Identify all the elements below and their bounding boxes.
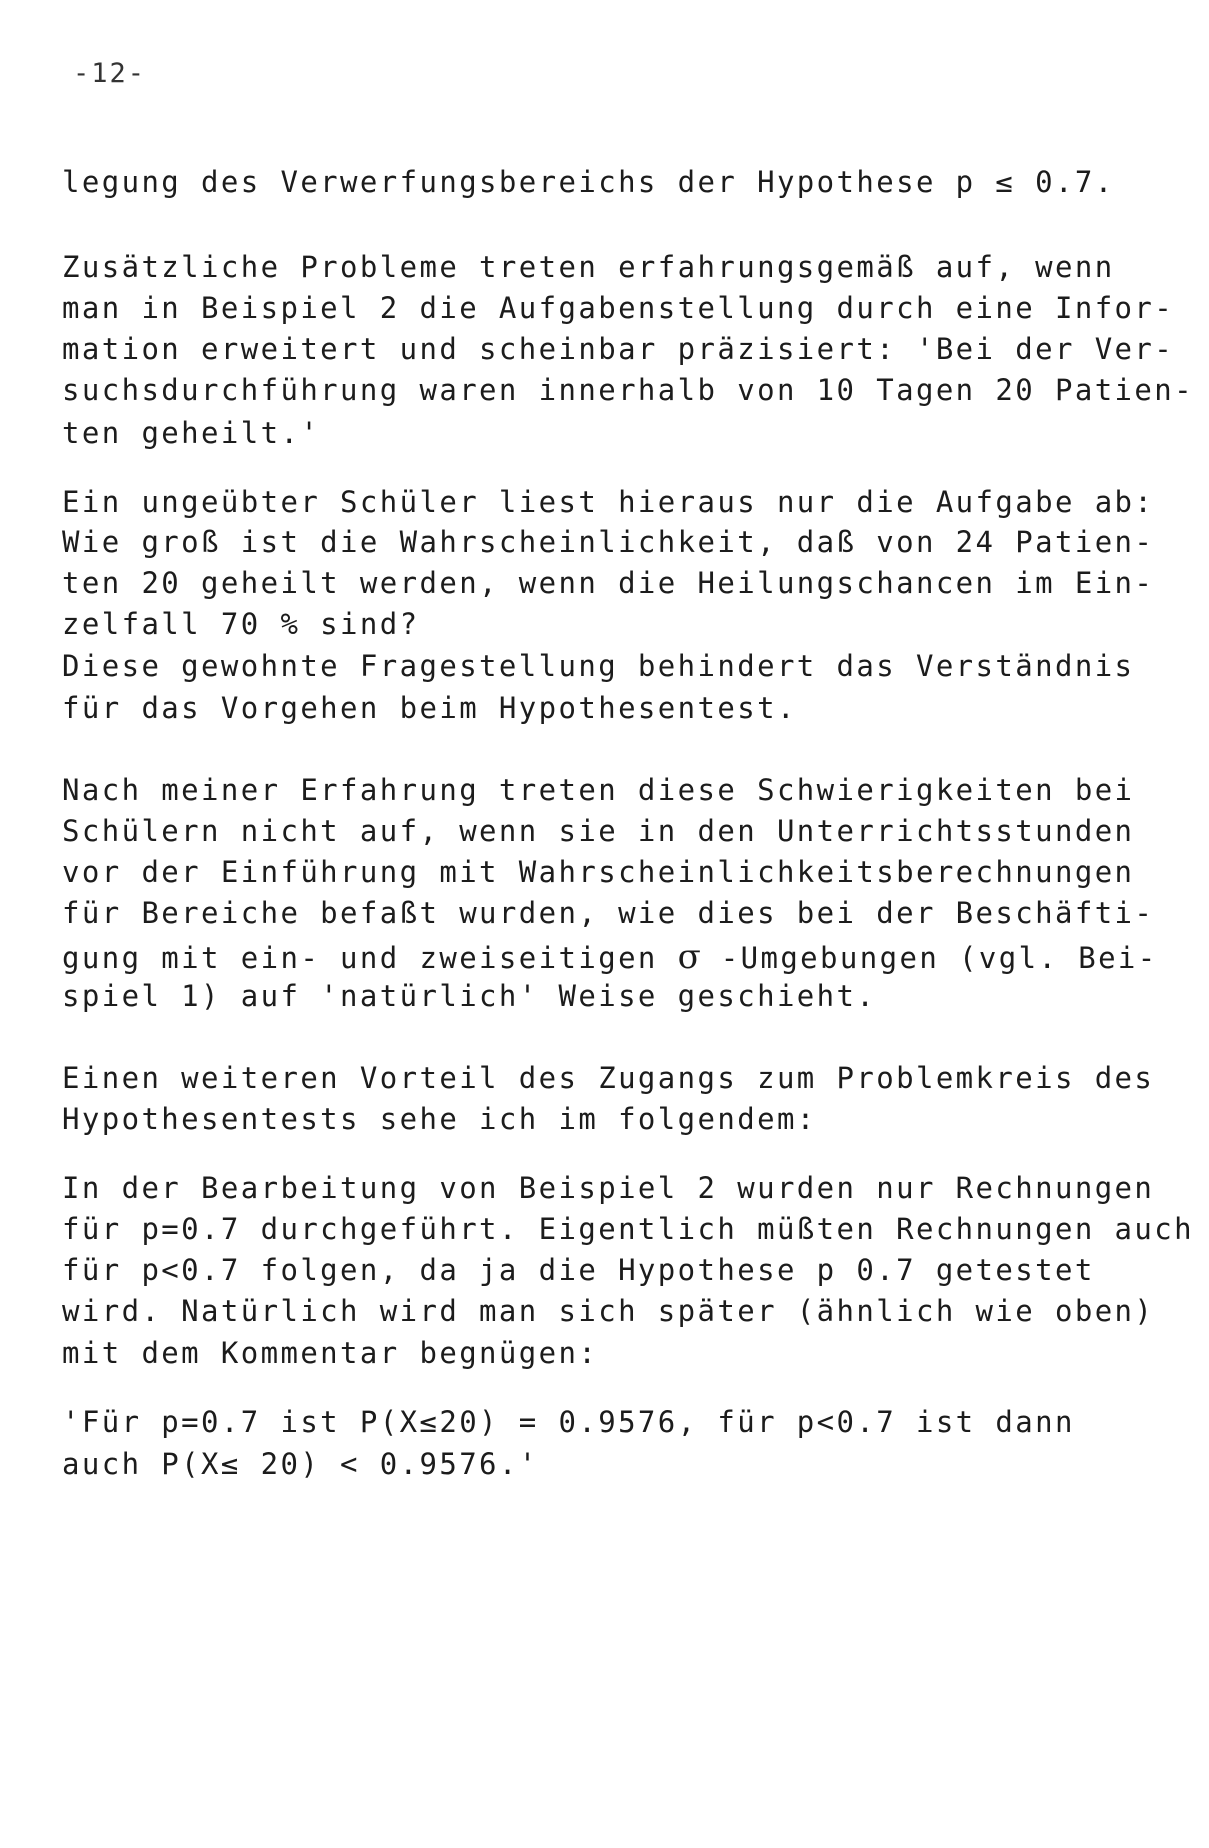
text-line: Einen weiteren Vorteil des Zugangs zum Problemkreis des — [62, 1061, 1155, 1095]
text-line: vor der Einführung mit Wahrscheinlichkeitsberechnungen — [62, 855, 1135, 889]
page-number: -12- — [73, 58, 147, 89]
text-line: Diese gewohnte Fragestellung behindert das Verständnis — [62, 649, 1135, 683]
text-segment: gung mit ein- und zweiseitigen — [62, 941, 678, 975]
text-line: Ein ungeübter Schüler liest hieraus nur die Aufgabe ab: — [62, 485, 1155, 519]
text-line: man in Beispiel 2 die Aufgabenstellung durch eine Infor- — [62, 291, 1175, 325]
text-line: Nach meiner Erfahrung treten diese Schwierigkeiten bei — [62, 773, 1135, 807]
text-line: Hypothesentests sehe ich im folgendem: — [62, 1102, 817, 1136]
text-line: für das Vorgehen beim Hypothesentest. — [62, 691, 797, 725]
text-line: legung des Verwerfungsbereichs der Hypothese p ≤ 0.7. — [62, 165, 1115, 199]
text-line: zelfall 70 % sind? — [62, 607, 420, 641]
text-line: für p<0.7 folgen, da ja die Hypothese p 0.7 getestet — [62, 1253, 1095, 1287]
text-line: Zusätzliche Probleme treten erfahrungsgemäß auf, wenn — [62, 250, 1115, 284]
text-segment: -Umgebungen (vgl. Bei- — [700, 941, 1158, 975]
text-line: für p=0.7 durchgeführt. Eigentlich müßten Rechnungen auch — [62, 1212, 1194, 1246]
text-line: ten geheilt.' — [62, 416, 321, 450]
text-line: ten 20 geheilt werden, wenn die Heilungschancen im Ein- — [62, 566, 1155, 600]
text-line: spiel 1) auf 'natürlich' Weise geschieht. — [62, 979, 877, 1013]
text-line: 'Für p=0.7 ist P(X≤20) = 0.9576, für p<0.7 ist dann — [62, 1405, 1075, 1439]
text-line: auch P(X≤ 20) < 0.9576.' — [62, 1447, 539, 1481]
text-line — [62, 937, 1158, 977]
text-line: mation erweitert und scheinbar präzisiert: 'Bei der Ver- — [62, 332, 1175, 366]
text-line: In der Bearbeitung von Beispiel 2 wurden nur Rechnungen — [62, 1171, 1155, 1205]
text-line: für Bereiche befaßt wurden, wie dies bei der Beschäfti- — [62, 896, 1155, 930]
text-line: suchsdurchführung waren innerhalb von 10 Tagen 20 Patien- — [62, 373, 1194, 407]
text-line: Wie groß ist die Wahrscheinlichkeit, daß von 24 Patien- — [62, 525, 1155, 559]
sigma-symbol: σ — [677, 937, 701, 977]
text-line: Schülern nicht auf, wenn sie in den Unterrichtsstunden — [62, 814, 1135, 848]
text-line: mit dem Kommentar begnügen: — [62, 1336, 599, 1370]
text-line: wird. Natürlich wird man sich später (ähnlich wie oben) — [62, 1294, 1155, 1328]
